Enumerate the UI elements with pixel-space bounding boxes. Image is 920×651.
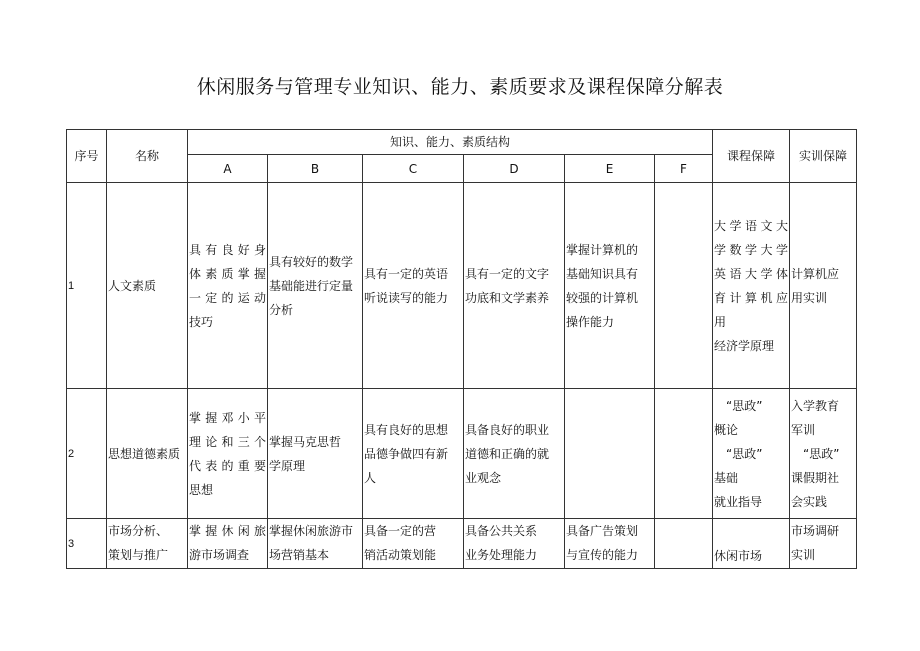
row-seq: 3 [67,519,107,569]
requirements-table [66,129,857,569]
header-training: 实训保障 [790,130,857,183]
header-course: 课程保障 [713,130,790,183]
page-title: 休闲服务与管理专业知识、能力、素质要求及课程保障分解表 [196,76,724,98]
col-e: E [565,155,655,183]
col-c: C [363,155,464,183]
row-name: 思想道德素质 [107,389,188,519]
cell-b: 掌握休闲旅游市 场营销基本 [268,519,363,569]
cell-f [655,183,713,389]
cell-e: 掌握计算机的 基础知识具有 较强的计算机 操作能力 [565,183,655,389]
cell-c: 具备一定的营 销活动策划能 [363,519,464,569]
header-seq: 序号 [67,130,107,183]
cell-e: 具备广告策划 与宣传的能力 [565,519,655,569]
cell-training: 计算机应 用实训 [790,183,857,389]
cell-d: 具备良好的职业 道德和正确的就 业观念 [464,389,565,519]
cell-b: 具有较好的数学 基础能进行定量 分析 [268,183,363,389]
col-b: B [268,155,363,183]
cell-a: 掌握邓小平 理论和三个 代表的重要 思想 [188,389,268,519]
cell-d: 具备公共关系 业务处理能力 [464,519,565,569]
cell-course: 休闲市场 [713,519,790,569]
cell-training: 入学教育 军训 “思政” 课假期社 会实践 [790,389,857,519]
header-row [67,130,857,155]
cell-course: 大学语文大 学数学大学 英语大学体 育计算机应 用 经济学原理 [713,183,790,389]
cell-c: 具有一定的英语 听说读写的能力 [363,183,464,389]
header-name: 名称 [107,130,188,183]
header-structure: 知识、能力、素质结构 [188,130,713,155]
cell-course: “思政” 概论 “思政” 基础 就业指导 [713,389,790,519]
cell-f [655,519,713,569]
table-row [67,183,857,389]
row-name: 人文素质 [107,183,188,389]
cell-f [655,389,713,519]
cell-c: 具有良好的思想 品德争做四有新 人 [363,389,464,519]
cell-d: 具有一定的文字 功底和文学素养 [464,183,565,389]
table-row [67,389,857,519]
row-name: 市场分析、 策划与推广 [107,519,188,569]
cell-b: 掌握马克思哲 学原理 [268,389,363,519]
col-a: A [188,155,268,183]
cell-a: 具有良好身 体素质掌握 一定的运动 技巧 [188,183,268,389]
cell-a: 掌握休闲旅 游市场调查 [188,519,268,569]
cell-training: 市场调研 实训 [790,519,857,569]
col-d: D [464,155,565,183]
row-seq: 1 [67,183,107,389]
col-f: F [655,155,713,183]
row-seq: 2 [67,389,107,519]
cell-e [565,389,655,519]
table-row [67,519,857,569]
